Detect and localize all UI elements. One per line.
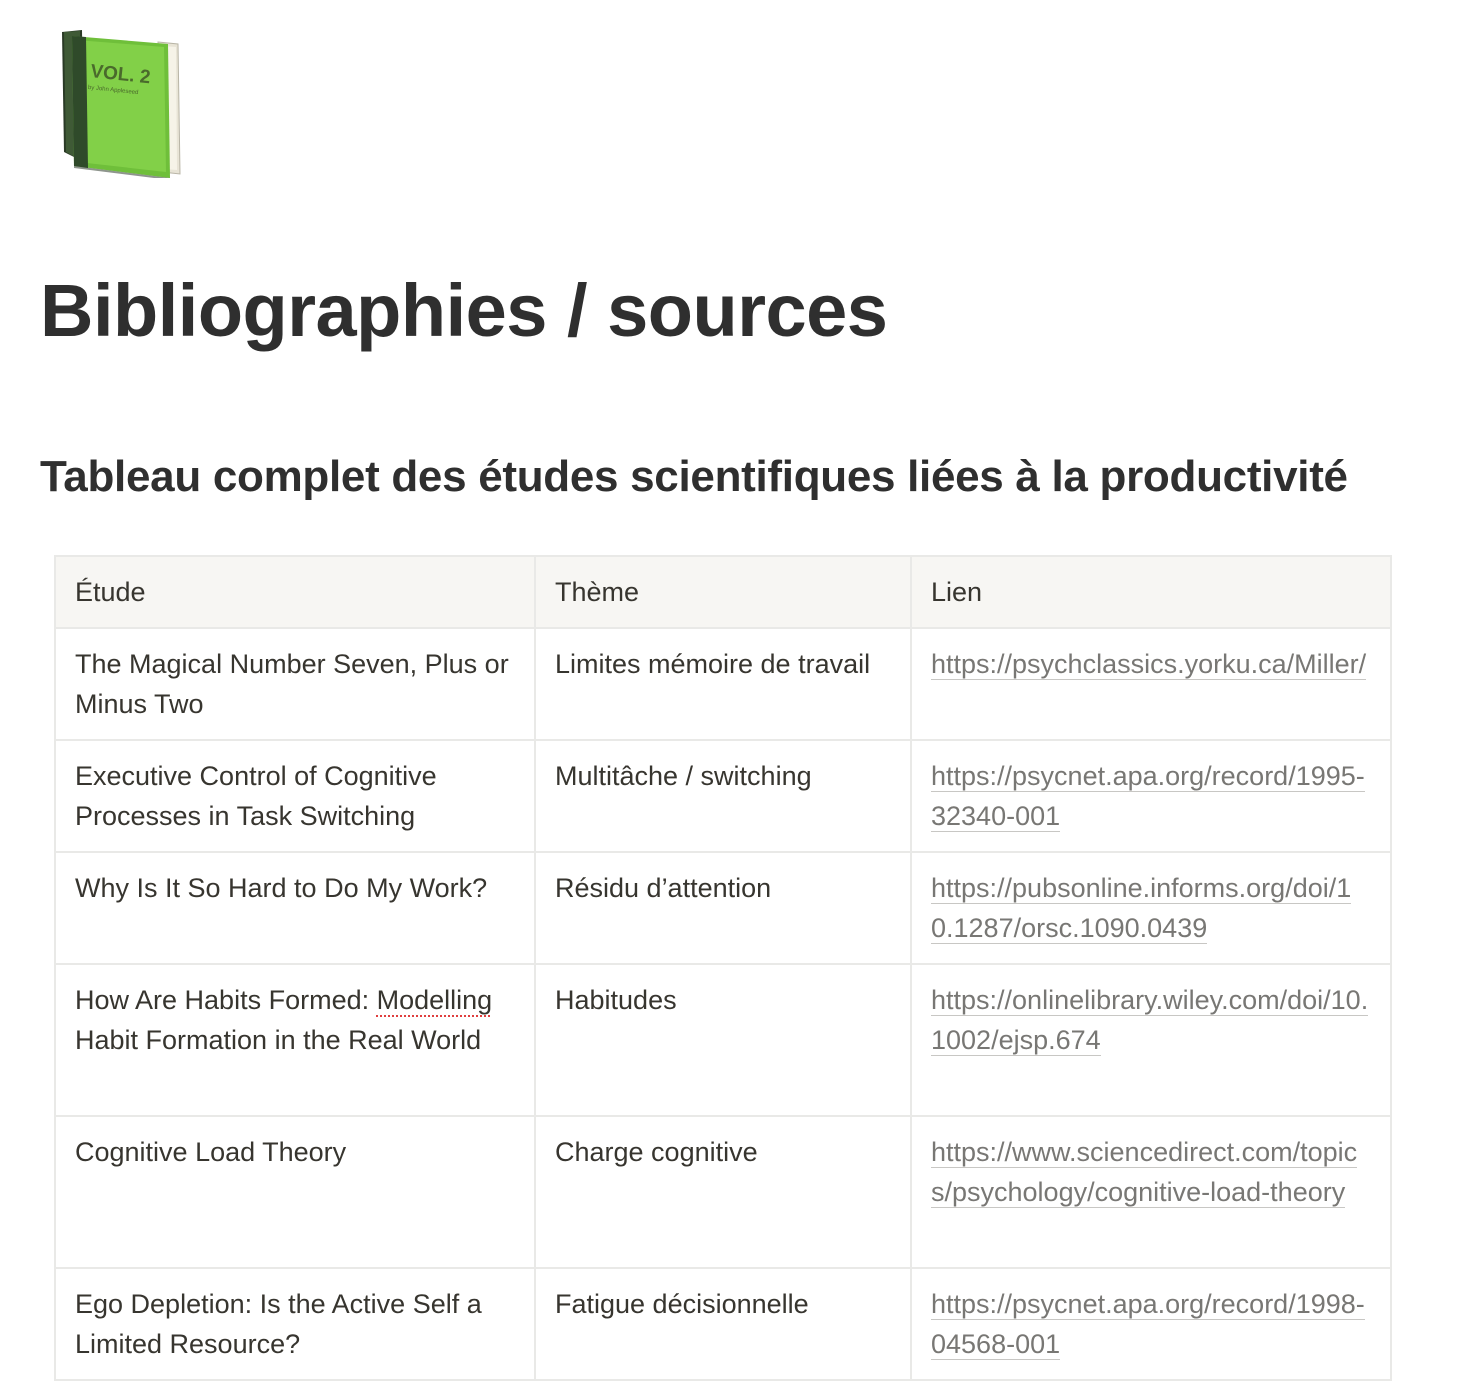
cell-theme[interactable]: Résidu d’attention: [535, 852, 911, 964]
cell-etude[interactable]: Ego Depletion: Is the Active Self a Limited Resource?: [55, 1268, 535, 1380]
cell-etude[interactable]: The Magical Number Seven, Plus or Minus Two: [55, 628, 535, 740]
spellcheck-flagged-word[interactable]: Modelling: [376, 985, 493, 1015]
column-header-etude[interactable]: Étude: [55, 556, 535, 628]
source-link[interactable]: https://pubsonline.informs.org/doi/10.1287/orsc.1090.0439: [931, 873, 1352, 943]
cell-lien[interactable]: [911, 964, 1391, 1116]
table-header-row: [55, 556, 1391, 628]
source-link[interactable]: https://www.sciencedirect.com/topics/psychology/cognitive-load-theory: [931, 1137, 1358, 1207]
cell-theme[interactable]: Limites mémoire de travail: [535, 628, 911, 740]
cell-theme[interactable]: Fatigue décisionnelle: [535, 1268, 911, 1380]
svg-text:by John Appleseed: by John Appleseed: [87, 84, 139, 97]
cell-text: How Are Habits Formed:: [75, 985, 377, 1015]
cell-etude[interactable]: Cognitive Load Theory: [55, 1116, 535, 1268]
sources-table: [54, 555, 1392, 1381]
page-icon[interactable]: [58, 28, 182, 178]
source-link[interactable]: https://psychclassics.yorku.ca/Miller/: [931, 649, 1367, 679]
cell-text: Habit Formation in the Real World: [75, 1025, 482, 1055]
cell-lien[interactable]: [911, 1268, 1391, 1380]
cell-etude[interactable]: Executive Control of Cognitive Processes in Task Switching: [55, 740, 535, 852]
table-row: [55, 1268, 1391, 1380]
svg-text:VOL. 2: VOL. 2: [89, 61, 152, 89]
table-row: [55, 628, 1391, 740]
cell-etude[interactable]: [55, 964, 535, 1116]
source-link[interactable]: https://psycnet.apa.org/record/1998-04568-001: [931, 1289, 1365, 1359]
column-header-lien[interactable]: Lien: [911, 556, 1391, 628]
cell-theme[interactable]: Habitudes: [535, 964, 911, 1116]
column-header-theme[interactable]: Thème: [535, 556, 911, 628]
table-row: [55, 1116, 1391, 1268]
source-link[interactable]: https://onlinelibrary.wiley.com/doi/10.1002/ejsp.674: [931, 985, 1369, 1055]
cell-lien[interactable]: [911, 740, 1391, 852]
green-book-icon: [58, 28, 182, 178]
cell-theme[interactable]: Multitâche / switching: [535, 740, 911, 852]
table-row: [55, 964, 1391, 1116]
page-title[interactable]: Bibliographies / sources: [40, 269, 888, 352]
section-heading[interactable]: Tableau complet des études scientifiques liées à la productivité: [40, 452, 1348, 501]
table-row: [55, 740, 1391, 852]
cell-lien[interactable]: [911, 852, 1391, 964]
cell-lien[interactable]: [911, 628, 1391, 740]
cell-etude[interactable]: Why Is It So Hard to Do My Work?: [55, 852, 535, 964]
table-row: [55, 852, 1391, 964]
cell-theme[interactable]: Charge cognitive: [535, 1116, 911, 1268]
source-link[interactable]: https://psycnet.apa.org/record/1995-32340-001: [931, 761, 1365, 831]
cell-lien[interactable]: [911, 1116, 1391, 1268]
